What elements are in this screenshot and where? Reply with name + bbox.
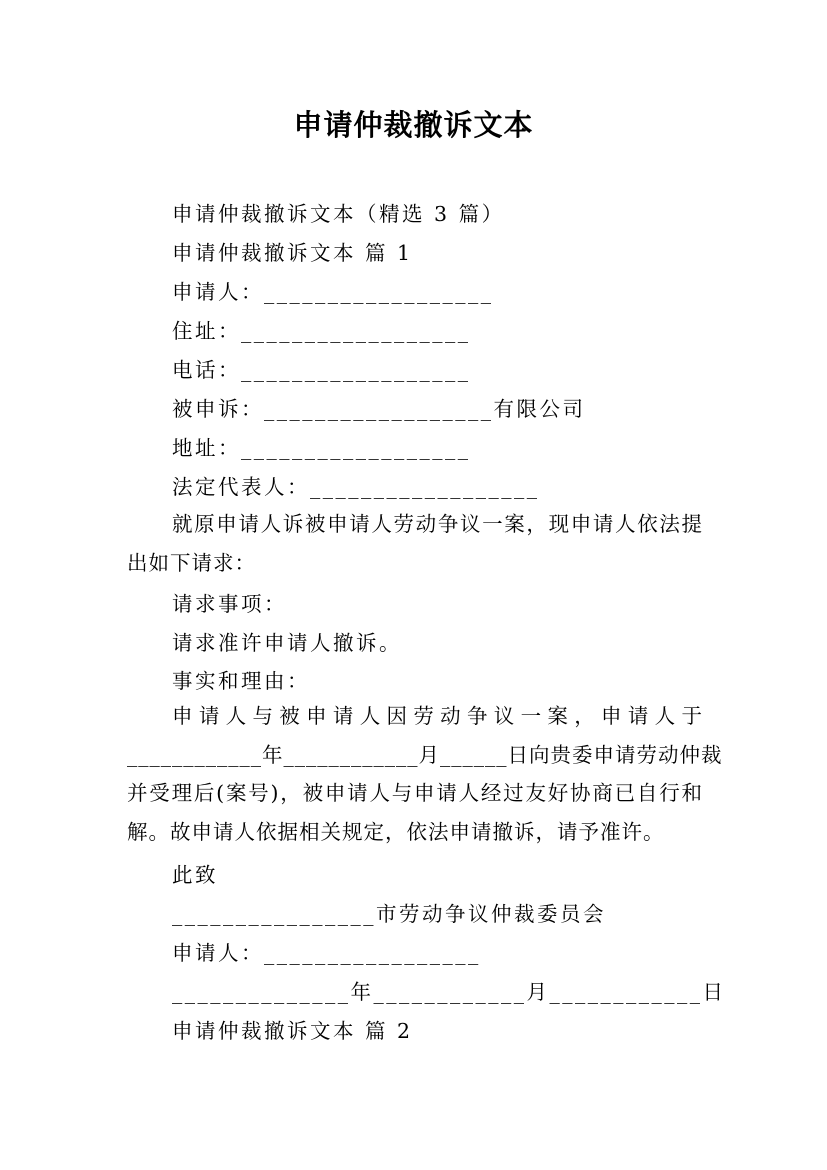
section-heading-1: 申请仲裁撤诉文本 篇 1 bbox=[172, 241, 413, 265]
page-title: 申请仲裁撤诉文本 bbox=[293, 108, 534, 142]
paragraph-line: 就原申请人诉被申请人劳动争议一案，现申请人依法提 bbox=[172, 512, 703, 536]
date-field: ______________年____________月____________日 bbox=[172, 980, 726, 1004]
paragraph-line: 出如下请求： bbox=[127, 550, 256, 575]
address-field: 住址：__________________ bbox=[172, 319, 471, 343]
doc-subtitle: 申请仲裁撤诉文本（精选 3 篇） bbox=[172, 202, 505, 226]
paragraph-line: ____________年____________月______日向贵委申请劳动仲裁 bbox=[127, 742, 723, 767]
addressee-committee: ________________市劳动争议仲裁委员会 bbox=[172, 902, 606, 926]
applicant-field: 申请人：__________________ bbox=[172, 280, 494, 304]
paragraph-line: 申请人与被申请人因劳动争议一案，申请人于 bbox=[172, 704, 703, 728]
paragraph-facts bbox=[127, 697, 723, 851]
signature-applicant-field: 申请人：_________________ bbox=[172, 941, 481, 965]
legal-representative-field: 法定代表人：__________________ bbox=[172, 475, 540, 499]
respondent-field: 被申诉：__________________有限公司 bbox=[172, 397, 586, 421]
paragraph-request-intro bbox=[127, 505, 703, 582]
request-items-heading: 请求事项： bbox=[172, 592, 287, 616]
paragraph-line: 并受理后(案号)，被申请人与申请人经过友好协商已自行和 bbox=[127, 781, 703, 806]
paragraph-line: 解。故申请人依据相关规定，依法申请撤诉，请予准许。 bbox=[127, 819, 665, 844]
respondent-address-field: 地址：__________________ bbox=[172, 436, 471, 460]
phone-field: 电话：__________________ bbox=[172, 358, 471, 382]
facts-heading: 事实和理由： bbox=[172, 669, 310, 693]
salutation: 此致 bbox=[172, 863, 218, 887]
request-item: 请求准许申请人撤诉。 bbox=[172, 631, 402, 655]
section-heading-2: 申请仲裁撤诉文本 篇 2 bbox=[172, 1019, 413, 1043]
